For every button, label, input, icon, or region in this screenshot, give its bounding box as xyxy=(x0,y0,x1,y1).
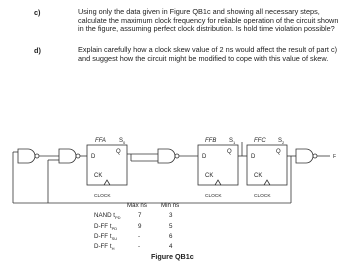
ffa-clock: CLOCK xyxy=(94,194,111,199)
wires xyxy=(13,142,330,203)
question-d-label: d) xyxy=(34,46,41,55)
ffc-d: D xyxy=(251,154,256,160)
question-c-text: Using only the data given in Figure QB1c and showing all necessary steps, calculate the maximum clock frequency for reliable operation of the circuit shown in the figure, assuming perfect clock distribution. Is hold time violation possible? xyxy=(78,7,339,34)
row-nand-min: 3 xyxy=(169,212,173,219)
row-dff-su-min: 6 xyxy=(169,233,173,240)
ffa-out: S xyxy=(119,138,124,144)
flipflop-ffb xyxy=(198,145,238,185)
nand-gate-3 xyxy=(158,149,179,163)
nand-gate-1 xyxy=(18,149,39,163)
ffa-q: Q xyxy=(116,149,121,155)
row-dff-h-label: D-FF $t_H$ xyxy=(94,243,115,252)
ffb-clock: CLOCK xyxy=(205,194,222,199)
ffc-out-sub: 2 xyxy=(282,140,285,145)
ffa-ck: CK xyxy=(94,173,103,179)
ffb-ck: CK xyxy=(205,173,214,179)
ffa-name: FFA xyxy=(95,138,106,144)
clock-triangle-ffc xyxy=(264,180,270,185)
header-max: Max ns xyxy=(127,202,147,209)
ffc-clock: CLOCK xyxy=(254,194,271,199)
ffb-out: S xyxy=(229,138,234,144)
row-nand-label: NAND $t_{PD}$ xyxy=(94,212,121,221)
ffc-out: S xyxy=(278,138,283,144)
ffb-q: Q xyxy=(227,149,232,155)
ffa-d: D xyxy=(91,154,96,160)
ffb-out-sub: 1 xyxy=(233,140,236,145)
nand-gate-2 xyxy=(59,149,80,163)
flipflop-ffc xyxy=(247,145,287,185)
ffb-d: D xyxy=(202,154,207,160)
ffc-ck: CK xyxy=(254,173,263,179)
row-dff-pd-label: D-FF $t_{PD}$ xyxy=(94,223,118,232)
ffc-name: FFC xyxy=(254,138,266,144)
row-dff-su-label: D-FF $t_{SU}$ xyxy=(94,233,118,242)
question-c-label: c) xyxy=(34,8,41,17)
ffc-q: Q xyxy=(276,149,281,155)
row-dff-pd-max: 9 xyxy=(138,223,142,230)
row-dff-pd-min: 5 xyxy=(169,223,173,230)
row-dff-h-max: - xyxy=(138,243,141,250)
row-nand-max: 7 xyxy=(138,212,142,219)
clock-triangle-ffa xyxy=(104,180,110,185)
header-min: Min ns xyxy=(161,202,180,209)
ffb-name: FFB xyxy=(205,138,217,144)
row-dff-su-max: - xyxy=(138,233,141,240)
row-dff-h-min: 4 xyxy=(169,243,173,250)
ffa-out-sub: 0 xyxy=(123,140,126,145)
flipflop-ffa xyxy=(87,145,127,185)
nand-gate-4 xyxy=(296,149,317,163)
question-d-text: Explain carefully how a clock skew value of 2 ns would affect the result of part c) and suggest how the circuit might be modified to cope with this value of skew. xyxy=(78,45,338,63)
output-label: F xyxy=(333,154,337,160)
flipflop-labels xyxy=(91,138,336,199)
clock-triangle-ffb xyxy=(215,180,221,185)
figure-caption: Figure QB1c xyxy=(151,252,194,261)
